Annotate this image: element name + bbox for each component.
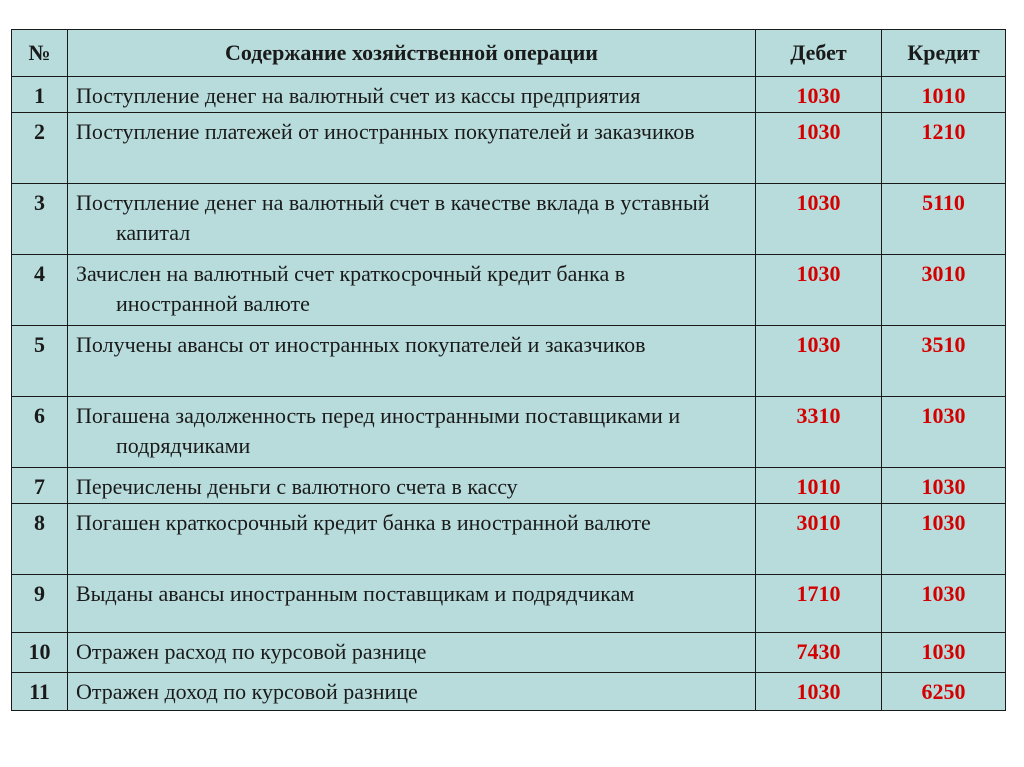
row-credit: 1030 bbox=[882, 468, 1006, 504]
header-debit: Дебет bbox=[756, 30, 882, 77]
header-num: № bbox=[12, 30, 68, 77]
row-credit: 5110 bbox=[882, 184, 1006, 255]
row-debit: 1710 bbox=[756, 575, 882, 633]
row-debit: 1030 bbox=[756, 326, 882, 397]
row-credit: 1010 bbox=[882, 77, 1006, 113]
row-credit: 1210 bbox=[882, 113, 1006, 184]
row-credit: 3010 bbox=[882, 255, 1006, 326]
row-num: 11 bbox=[12, 673, 68, 711]
row-credit: 1030 bbox=[882, 504, 1006, 575]
row-description-text: Отражен расход по курсовой разнице bbox=[76, 639, 427, 664]
row-description bbox=[68, 255, 756, 326]
table-row bbox=[12, 504, 1006, 575]
row-num: 3 bbox=[12, 184, 68, 255]
row-description bbox=[68, 326, 756, 397]
row-num: 4 bbox=[12, 255, 68, 326]
row-description-text: Отражен доход по курсовой разнице bbox=[76, 679, 418, 704]
row-description-text: Погашена задолженность перед иностранными поставщиками и подрядчиками bbox=[76, 403, 681, 458]
row-description-text: Погашен краткосрочный кредит банка в иностранной валюте bbox=[76, 510, 651, 535]
row-debit: 1030 bbox=[756, 77, 882, 113]
row-description bbox=[68, 468, 756, 504]
row-description-text: Перечислены деньги с валютного счета в кассу bbox=[76, 474, 518, 499]
table-row bbox=[12, 575, 1006, 633]
header-credit: Кредит bbox=[882, 30, 1006, 77]
row-debit: 1030 bbox=[756, 255, 882, 326]
row-description bbox=[68, 113, 756, 184]
row-debit: 1030 bbox=[756, 113, 882, 184]
row-debit: 1030 bbox=[756, 673, 882, 711]
row-description-text: Поступление платежей от иностранных покупателей и заказчиков bbox=[76, 119, 695, 144]
row-debit: 1010 bbox=[756, 468, 882, 504]
row-description-text: Зачислен на валютный счет краткосрочный кредит банка в иностранной валюте bbox=[76, 261, 626, 316]
row-num: 8 bbox=[12, 504, 68, 575]
row-description bbox=[68, 184, 756, 255]
row-debit: 7430 bbox=[756, 633, 882, 673]
row-num: 6 bbox=[12, 397, 68, 468]
table-row bbox=[12, 255, 1006, 326]
table-row bbox=[12, 326, 1006, 397]
row-num: 2 bbox=[12, 113, 68, 184]
table-row bbox=[12, 633, 1006, 673]
row-description bbox=[68, 504, 756, 575]
row-description bbox=[68, 633, 756, 673]
row-num: 7 bbox=[12, 468, 68, 504]
row-num: 5 bbox=[12, 326, 68, 397]
table-row bbox=[12, 397, 1006, 468]
operations-table bbox=[11, 29, 1006, 711]
row-num: 10 bbox=[12, 633, 68, 673]
table-row bbox=[12, 184, 1006, 255]
row-credit: 6250 bbox=[882, 673, 1006, 711]
header-description: Содержание хозяйственной операции bbox=[68, 30, 756, 77]
table-row bbox=[12, 77, 1006, 113]
row-num: 9 bbox=[12, 575, 68, 633]
row-description-text: Поступление денег на валютный счет из кассы предприятия bbox=[76, 83, 641, 108]
row-description bbox=[68, 397, 756, 468]
row-description bbox=[68, 575, 756, 633]
row-debit: 1030 bbox=[756, 184, 882, 255]
row-description-text: Выданы авансы иностранным поставщикам и подрядчикам bbox=[76, 581, 635, 606]
row-num: 1 bbox=[12, 77, 68, 113]
table-row bbox=[12, 673, 1006, 711]
row-credit: 1030 bbox=[882, 397, 1006, 468]
row-credit: 1030 bbox=[882, 575, 1006, 633]
table-row bbox=[12, 113, 1006, 184]
table-row bbox=[12, 468, 1006, 504]
table-header-row bbox=[12, 30, 1006, 77]
row-description-text: Поступление денег на валютный счет в качестве вклада в уставный капитал bbox=[76, 190, 710, 245]
row-credit: 1030 bbox=[882, 633, 1006, 673]
row-debit: 3310 bbox=[756, 397, 882, 468]
row-description bbox=[68, 77, 756, 113]
row-credit: 3510 bbox=[882, 326, 1006, 397]
row-debit: 3010 bbox=[756, 504, 882, 575]
row-description-text: Получены авансы от иностранных покупателей и заказчиков bbox=[76, 332, 646, 357]
row-description bbox=[68, 673, 756, 711]
